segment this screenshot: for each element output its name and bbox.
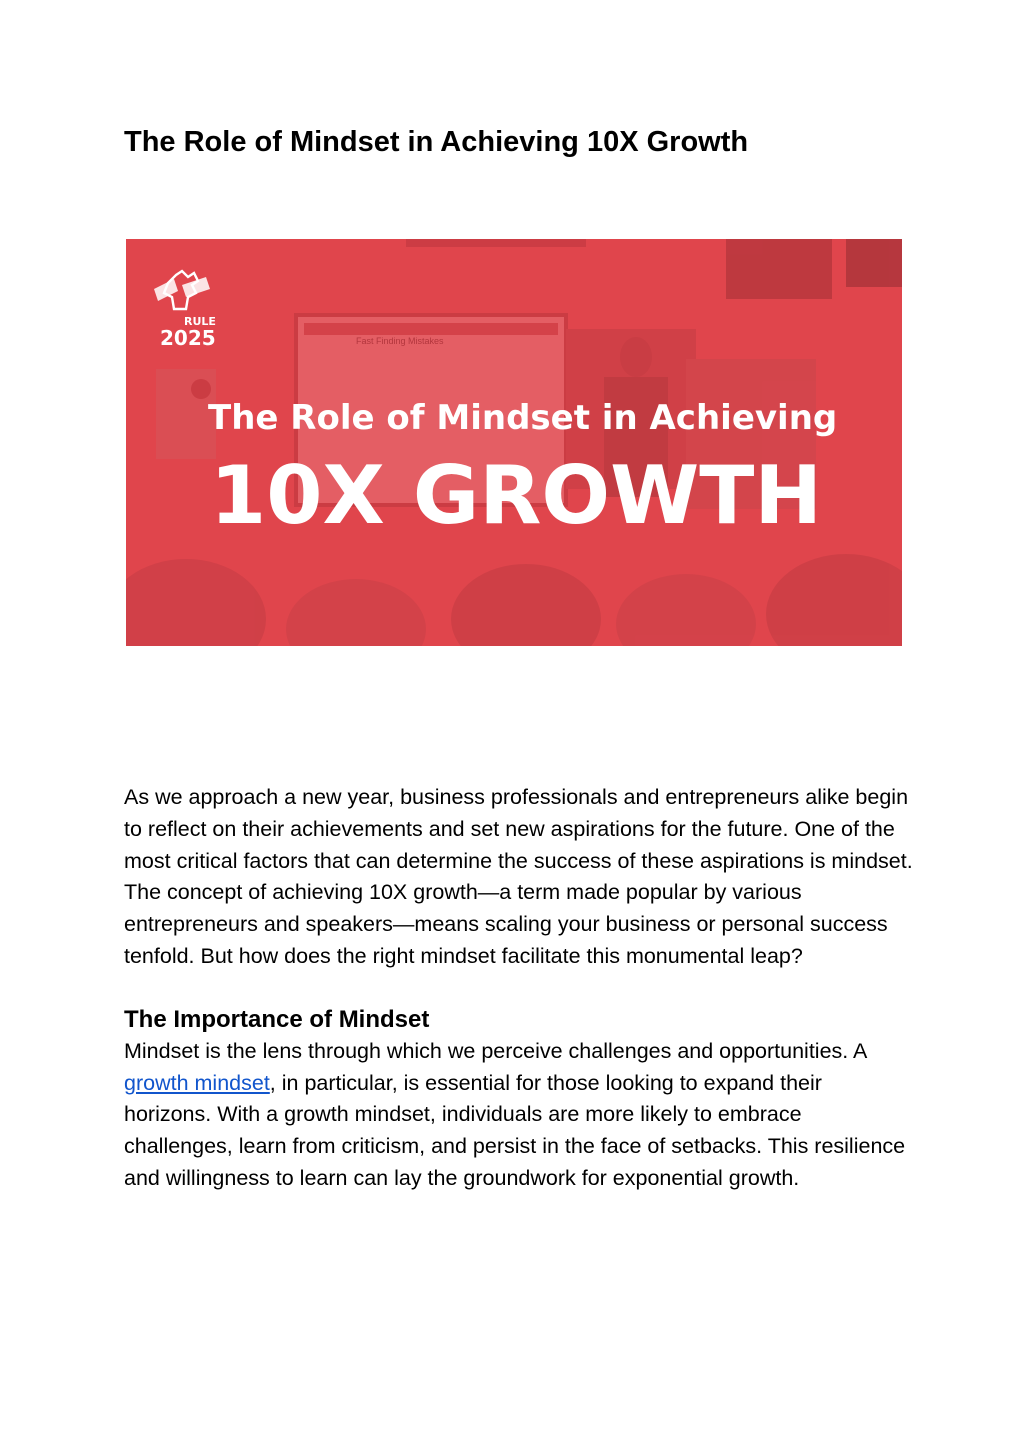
- section-text-after-link: , in particular, is essential for those looking to expand their horizons. With a growth mindset, individuals are more likely to embrace challenges, learn from criticism, and persist in the face of setbacks. This resilience and willingness to learn can lay the groundwork for exponential growth.: [124, 1070, 906, 1190]
- hero-overlay-line1: The Role of Mindset in Achieving: [208, 398, 838, 438]
- section-text-before-link: Mindset is the lens through which we perceive challenges and opportunities. A: [124, 1038, 867, 1063]
- section-heading: The Importance of Mindset: [124, 1005, 430, 1033]
- intro-paragraph: As we approach a new year, business professionals and entrepreneurs alike begin to reflect on their achievements and set new aspirations for the future. One of the most critical factors that can determine the success of these aspirations is mindset. The concept of achieving 10X growth—a term made popular by various entrepreneurs and speakers—means scaling your business or personal success tenfold. But how does the right mindset facilitate this monumental leap?: [124, 785, 913, 968]
- section-paragraph: [124, 1036, 914, 1195]
- hero-image: [126, 239, 902, 646]
- growth-mindset-link[interactable]: growth mindset: [124, 1070, 270, 1095]
- hero-screen-title: Fast Finding Mistakes: [356, 336, 444, 346]
- article-body: [124, 782, 914, 1195]
- svg-text:RULE: RULE: [184, 315, 216, 328]
- svg-text:2025: 2025: [160, 326, 216, 350]
- page-title: The Role of Mindset in Achieving 10X Growth: [124, 126, 749, 158]
- hero-overlay-line2: 10X GROWTH: [210, 449, 822, 542]
